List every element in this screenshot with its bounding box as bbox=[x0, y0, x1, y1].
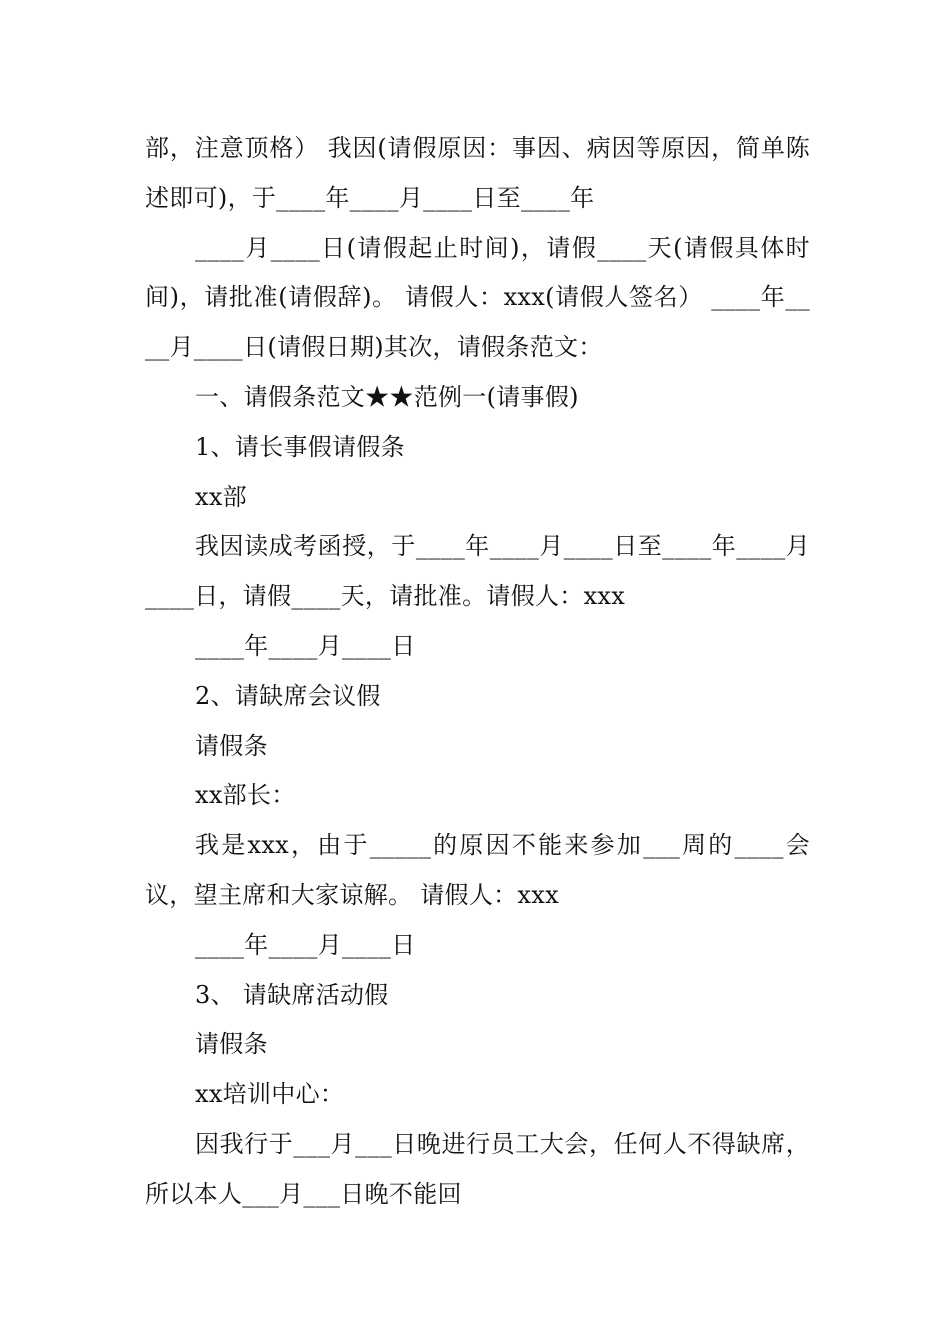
subheading-long-personal-leave: 1、请长事假请假条 bbox=[195, 432, 405, 461]
note-title: 请假条 bbox=[195, 1030, 268, 1059]
paragraph-staff-meeting: 因我行于___月___日晚进行员工大会，任何人不得缺席，所以本人___月___日晚不能回 bbox=[145, 1129, 810, 1208]
paragraph-meeting-absence: 我是xxx，由于_____的原因不能来参加___周的____会议，望主席和大家谅解。 请假人：xxx bbox=[145, 831, 810, 909]
note-title: 请假条 bbox=[195, 731, 268, 760]
date-line: ____年____月____日 bbox=[195, 631, 416, 660]
section-heading-example-one: 一、请假条范文★★范例一(请事假) bbox=[195, 382, 579, 411]
addressee-department: xx部 bbox=[195, 482, 247, 511]
document-body bbox=[145, 124, 810, 1220]
subheading-meeting-absence: 2、请缺席会议假 bbox=[195, 681, 381, 710]
paragraph-intro-continuation: 部，注意顶格） 我因(请假原因：事因、病因等原因，简单陈述即可)，于____年____月____日至____年 bbox=[145, 134, 810, 212]
addressee-training-center: xx培训中心： bbox=[195, 1080, 345, 1109]
paragraph-leave-period: ____月____日(请假起止时间)，请假____天(请假具体时间)，请批准(请假辞)。 请假人：xxx(请假人签名） ____年____月____日(请假日期)其次，请假条范文： bbox=[145, 233, 810, 362]
date-line: ____年____月____日 bbox=[195, 930, 416, 959]
subheading-activity-absence: 3、 请缺席活动假 bbox=[195, 980, 389, 1009]
addressee-minister: xx部长： bbox=[195, 781, 296, 810]
paragraph-study-leave: 我因读成考函授，于____年____月____日至____年____月____日，请假____天，请批准。请假人：xxx bbox=[145, 532, 810, 611]
